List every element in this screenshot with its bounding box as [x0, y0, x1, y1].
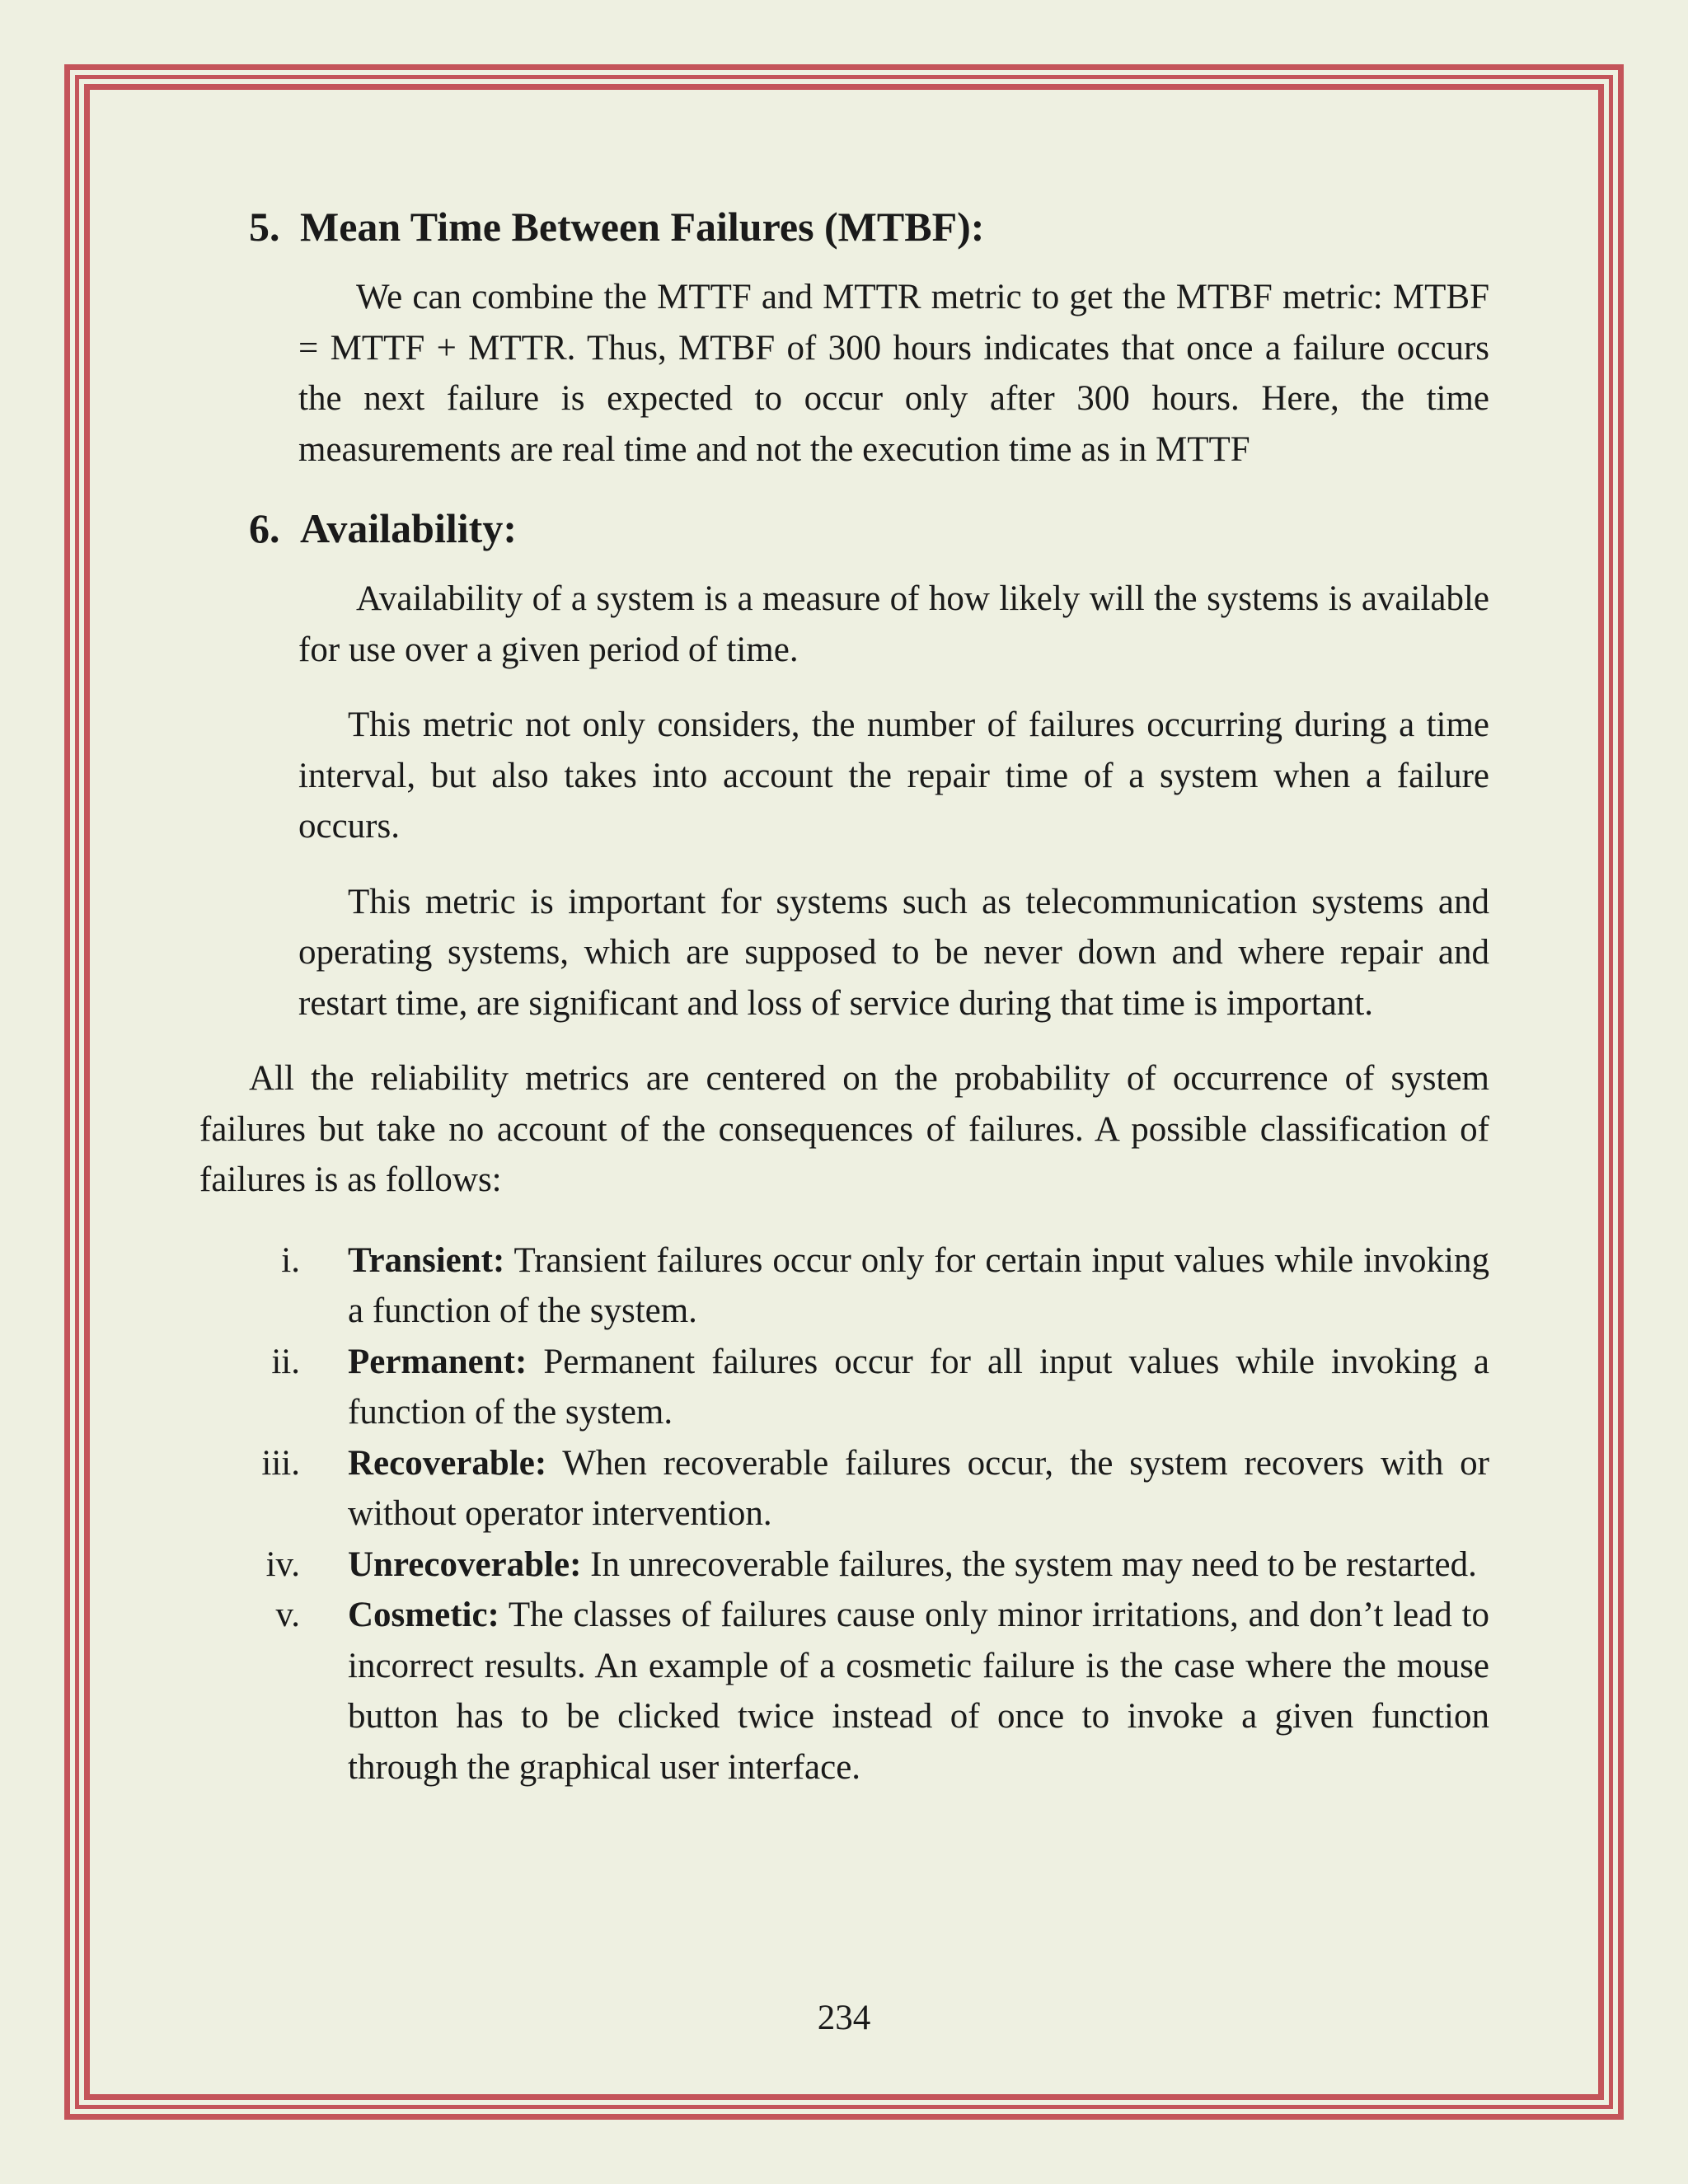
section-title: Mean Time Between Failures (MTBF):: [300, 204, 985, 250]
list-item: [199, 1540, 1489, 1591]
list-item: [199, 1337, 1489, 1438]
list-item-text: Permanent failures occur for all input values while invoking a function of the system.: [348, 1342, 1490, 1432]
section-heading-mtbf: [249, 198, 1489, 255]
list-item-term: Transient:: [348, 1240, 505, 1280]
failure-classification-list: [199, 1235, 1489, 1793]
list-item-text: Transient failures occur only for certain input values while invoking a function of the system.: [348, 1240, 1489, 1330]
list-item: [199, 1438, 1489, 1540]
list-item-term: Unrecoverable:: [348, 1544, 582, 1584]
list-item-text: In unrecoverable failures, the system may need to be restarted.: [590, 1544, 1477, 1584]
list-marker: v.: [275, 1596, 300, 1634]
list-item-text: When recoverable failures occur, the system recovers with or without operator intervention.: [348, 1443, 1489, 1533]
section-heading-availability: [249, 499, 1489, 557]
list-item: [199, 1235, 1489, 1337]
list-item-term: Permanent:: [348, 1342, 528, 1381]
availability-paragraph-1: Availability of a system is a measure of how likely will the systems is available for use over a given period of time.: [298, 579, 1489, 669]
mtbf-paragraph: We can combine the MTTF and MTTR metric to get the MTBF metric: MTBF = MTTF + MTTR. Thus, MTBF of 300 hours indicates that once a failure occurs the next failure is expected to occur only after 300 hours. Here, the time measurements are real time and not the execution time as in MTTF: [298, 278, 1489, 469]
availability-paragraph-2: This metric not only considers, the number of failures occurring during a time interval, but also takes into account the repair time of a system when a failure occurs.: [298, 705, 1489, 846]
page-content: [199, 198, 1489, 1793]
list-item-term: Cosmetic:: [348, 1596, 499, 1634]
list-marker: iv.: [265, 1544, 300, 1584]
section-title: Availability:: [300, 505, 517, 551]
list-item: [199, 1590, 1489, 1793]
list-marker: ii.: [271, 1342, 300, 1381]
availability-paragraph-3: This metric is important for systems such as telecommunication systems and operating systems, which are supposed to be never down and where repair and restart time, are significant and loss of service during that time is important.: [298, 882, 1489, 1023]
section-number: 6.: [249, 505, 280, 551]
summary-paragraph: All the reliability metrics are centered on the probability of occurrence of system failures but take no account of the consequences of failures. A possible classification of failures is as follows:: [199, 1059, 1489, 1199]
list-item-term: Recoverable:: [348, 1443, 547, 1483]
list-marker: i.: [281, 1240, 300, 1280]
list-item-text: The classes of failures cause only minor irritations, and don’t lead to incorrect results. An example of a cosmetic failure is the case where the mouse button has to be clicked twice instead of once to invoke a given function through the graphical user interface.: [348, 1596, 1489, 1787]
section-number: 5.: [249, 204, 280, 250]
list-marker: iii.: [261, 1443, 300, 1483]
page-number: 234: [817, 1999, 871, 2037]
